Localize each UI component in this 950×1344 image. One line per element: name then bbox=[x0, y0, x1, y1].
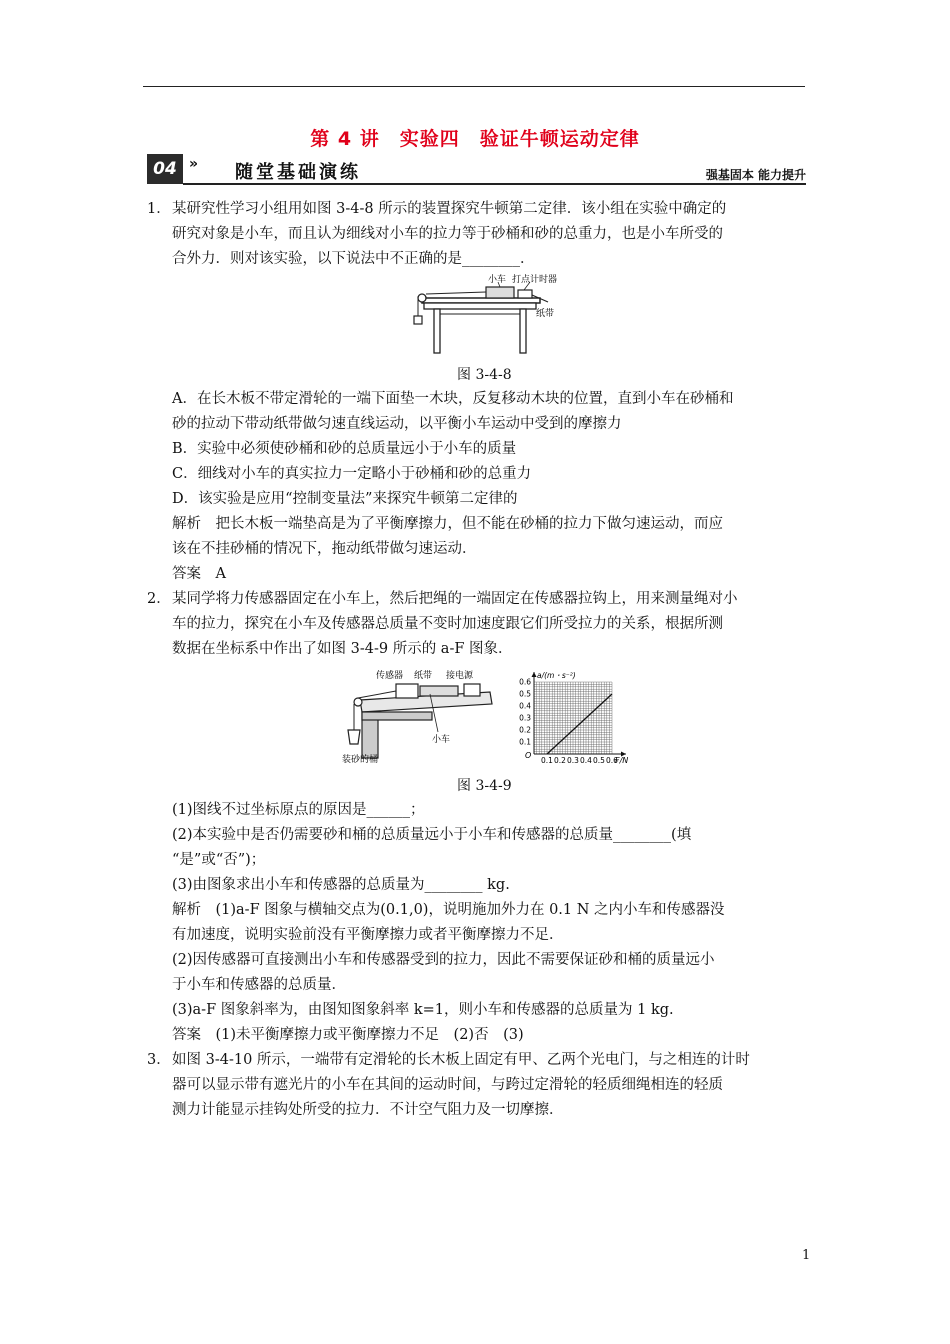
page-number: 1 bbox=[802, 1248, 811, 1263]
label-tape: 纸带 bbox=[414, 671, 433, 681]
q1-number: 1． bbox=[147, 201, 171, 217]
q2-analysis: 于小车和传感器的总质量． bbox=[172, 977, 346, 993]
car-shape bbox=[420, 686, 458, 696]
q2-analysis: 有加速度，说明实验前没有平衡摩擦力或者平衡摩擦力不足． bbox=[172, 927, 564, 943]
x-tick-label: 0.6 bbox=[606, 756, 618, 765]
q1-option: D．该实验是应用“控制变量法”来探究牛顿第二定律的 bbox=[172, 491, 518, 507]
section-slogan: 强基固本 能力提升 bbox=[705, 168, 806, 182]
timer-shape bbox=[518, 290, 532, 298]
x-tick-label: 0.2 bbox=[554, 756, 566, 765]
timer-shape bbox=[464, 684, 480, 696]
figure-3-4-8 bbox=[400, 272, 600, 360]
figure-caption: 图 3-4-8 bbox=[457, 367, 512, 383]
label-car: 小车 bbox=[488, 275, 507, 285]
q2-sub: (1)图线不过坐标原点的原因是______； bbox=[172, 802, 425, 818]
x-tick-label: 0.3 bbox=[567, 756, 579, 765]
sand-bucket-icon bbox=[414, 316, 422, 324]
x-tick-label: 0.5 bbox=[593, 756, 605, 765]
q2-line: 数据在坐标系中作出了如图 3-4-9 所示的 a-F 图象． bbox=[172, 641, 513, 657]
q3-line: 测力计能显示挂钩处所受的拉力．不计空气阻力及一切摩擦． bbox=[172, 1102, 564, 1118]
y-axis-arrow-icon bbox=[532, 672, 537, 677]
table-top bbox=[362, 712, 432, 720]
figure-caption: 图 3-4-9 bbox=[457, 778, 512, 794]
y-tick-label: 0.3 bbox=[519, 713, 531, 723]
section-underline bbox=[183, 183, 806, 185]
table-leg bbox=[520, 309, 526, 353]
q1-line: 合外力．则对该实验，以下说法中不正确的是________． bbox=[172, 251, 535, 267]
label-tape: 纸带 bbox=[536, 309, 555, 319]
sand-bucket-icon bbox=[348, 730, 360, 744]
y-tick-label: 0.4 bbox=[519, 701, 531, 711]
q1-option: C．细线对小车的真实拉力一定略小于砂桶和砂的总重力 bbox=[172, 466, 532, 482]
q1-option: A．在长木板不带定滑轮的一端下面垫一木块，反复移动木块的位置，直到小车在砂桶和 bbox=[172, 391, 734, 407]
q2-analysis: (2)因传感器可直接测出小车和传感器受到的拉力，因此不需要保证砂和桶的质量远小 bbox=[172, 952, 715, 968]
chart-origin-label: O bbox=[525, 751, 532, 760]
q2-sub: (2)本实验中是否仍需要砂和桶的总质量远小于小车和传感器的总质量________(填 bbox=[172, 827, 692, 843]
label-car: 小车 bbox=[432, 735, 451, 745]
y-tick-label: 0.6 bbox=[519, 677, 531, 687]
string-line bbox=[358, 691, 396, 698]
y-tick-label: 0.1 bbox=[519, 737, 531, 747]
q1-line: 研究对象是小车，而且认为细线对小车的拉力等于砂桶和砂的总重力，也是小车所受的 bbox=[172, 226, 723, 242]
q3-line: 器可以显示带有遮光片的小车在其间的运动时间，与跨过定滑轮的轻质细绳相连的轻质 bbox=[172, 1077, 723, 1093]
series-line bbox=[547, 694, 612, 754]
chart-x-label: F/N bbox=[615, 756, 629, 765]
q2-answer: 答案 (1)未平衡摩擦力或平衡摩擦力不足 (2)否 (3) bbox=[172, 1027, 524, 1043]
label-power: 接电源 bbox=[446, 671, 474, 681]
section-banner bbox=[147, 152, 806, 186]
q2-sub: “是”或“否”)； bbox=[172, 852, 266, 868]
q1-analysis: 该在不挂砂桶的情况下，拖动纸带做匀速运动． bbox=[172, 541, 477, 557]
header-rule bbox=[143, 86, 805, 87]
section-number: 04 bbox=[147, 154, 183, 184]
q1-line: 某研究性学习小组用如图 3-4-8 所示的装置探究牛顿第二定律．该小组在实验中确定的 bbox=[172, 201, 727, 217]
a-f-chart bbox=[506, 664, 642, 770]
q3-line: 如图 3-4-10 所示，一端带有定滑轮的长木板上固定有甲、乙两个光电门，与之相连的计时 bbox=[172, 1052, 750, 1068]
q2-analysis: (3)a-F 图象斜率为，由图知图象斜率 k=1，则小车和传感器的总质量为 1 kg. bbox=[172, 1002, 674, 1018]
q2-line: 车的拉力，探究在小车及传感器总质量不变时加速度跟它们所受拉力的关系，根据所测 bbox=[172, 616, 723, 632]
label-timer: 打点计时器 bbox=[512, 275, 558, 285]
pulley-icon bbox=[418, 294, 426, 302]
q1-answer: 答案 A bbox=[172, 566, 226, 582]
pulley-icon bbox=[354, 698, 362, 706]
car-shape bbox=[486, 287, 514, 298]
table-leg bbox=[434, 309, 440, 353]
q2-analysis: 解析 (1)a-F 图象与横轴交点为(0.1,0)，说明施加外力在 0.1 N 之内小车和传感器没 bbox=[172, 902, 725, 918]
label-bucket: 装砂的桶 bbox=[342, 755, 379, 765]
y-tick-label: 0.5 bbox=[519, 689, 531, 699]
section-arrow-icon: » bbox=[189, 156, 199, 172]
x-tick-label: 0.1 bbox=[541, 756, 553, 765]
sensor-shape bbox=[396, 684, 418, 698]
label-sensor: 传感器 bbox=[376, 671, 404, 681]
y-tick-label: 0.2 bbox=[519, 725, 531, 735]
q1-analysis: 解析 把长木板一端垫高是为了平衡摩擦力，但不能在砂桶的拉力下做匀速运动，而应 bbox=[172, 516, 723, 532]
q3-number: 3． bbox=[147, 1052, 171, 1068]
q1-option: 砂的拉动下带动纸带做匀速直线运动，以平衡小车运动中受到的摩擦力 bbox=[172, 416, 622, 432]
x-tick-label: 0.4 bbox=[580, 756, 592, 765]
q1-option: B．实验中必须使砂桶和砂的总质量远小于小车的质量 bbox=[172, 441, 517, 457]
q2-sub: (3)由图象求出小车和传感器的总质量为________ kg. bbox=[172, 877, 510, 893]
q2-number: 2． bbox=[147, 591, 171, 607]
section-name: 随堂基础演练 bbox=[235, 162, 361, 183]
page-title: 第 4 讲 实验四 验证牛顿运动定律 bbox=[310, 128, 640, 150]
q2-line: 某同学将力传感器固定在小车上，然后把绳的一端固定在传感器拉钩上，用来测量绳对小 bbox=[172, 591, 738, 607]
long-board bbox=[422, 298, 540, 303]
string-line bbox=[426, 292, 486, 294]
chart-y-label: a/(m・s⁻²) bbox=[537, 671, 576, 680]
table-top bbox=[424, 303, 536, 309]
figure-3-4-9-apparatus bbox=[340, 664, 500, 770]
